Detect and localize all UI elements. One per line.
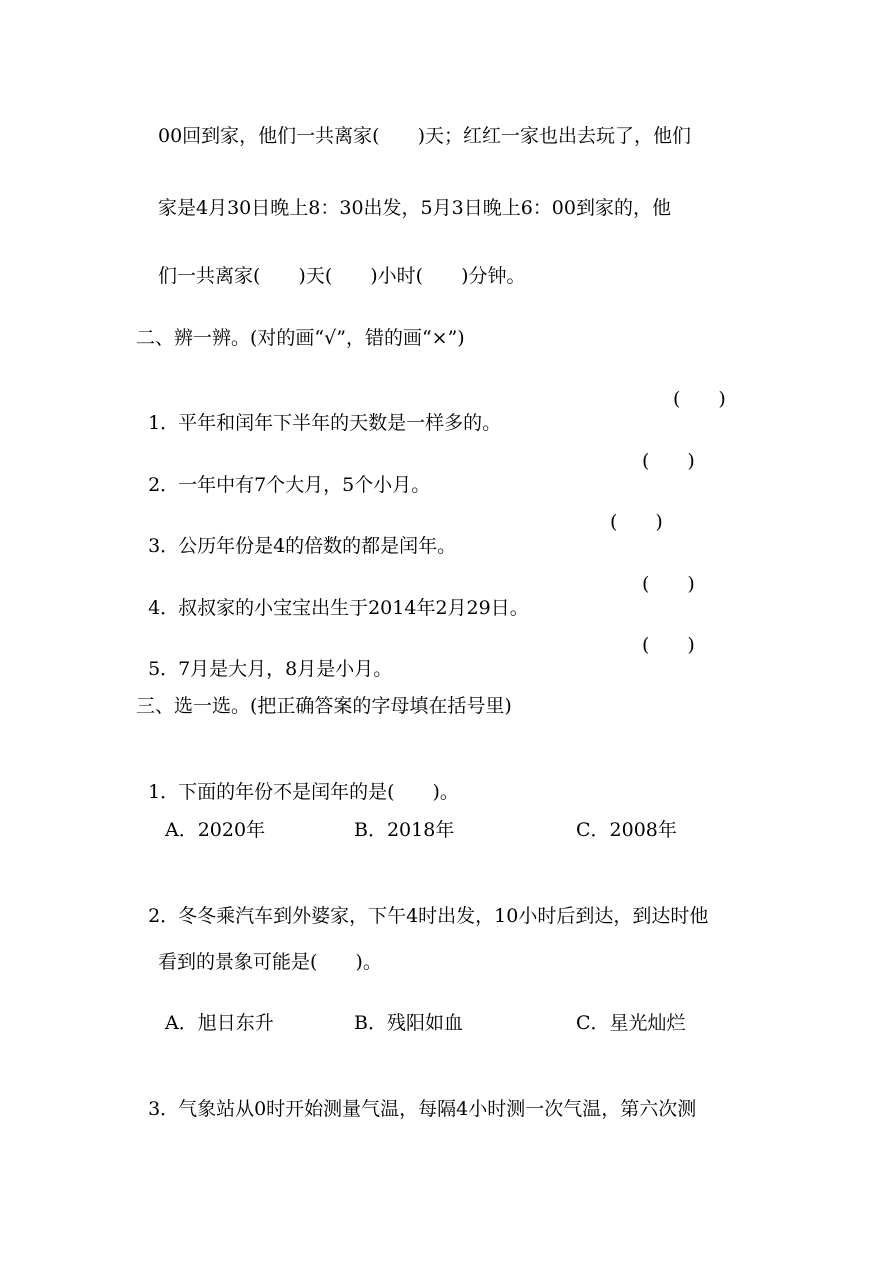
q2-option-b[interactable]: B．残阳如血 — [354, 1012, 463, 1034]
item-number: 5． — [148, 658, 180, 680]
item-text: 叔叔家的小宝宝出生于2014年2月29日。 — [178, 597, 529, 619]
item-text: 7月是大月，8月是小月。 — [178, 658, 393, 680]
answer-blank-3[interactable]: ( ) — [610, 511, 663, 533]
judge-item-3 — [136, 510, 456, 558]
choice-question-2-continued: 看到的景象可能是( )。 — [158, 951, 382, 973]
answer-blank-2[interactable]: ( ) — [642, 450, 695, 472]
choice-question-2 — [136, 880, 708, 928]
choice-question-3 — [136, 1073, 696, 1121]
question-text: 下面的年份不是闰年的是( )。 — [178, 781, 459, 803]
intro-line-3: 们一共离家( )天( )小时( )分钟。 — [158, 265, 526, 287]
q1-option-a[interactable]: A．2020年 — [165, 819, 266, 841]
question-number: 1． — [148, 781, 180, 803]
item-text: 一年中有7个大月，5个小月。 — [178, 474, 431, 496]
question-number: 2． — [148, 905, 180, 927]
answer-blank-5[interactable]: ( ) — [642, 634, 695, 656]
q1-option-c[interactable]: C．2008年 — [576, 819, 677, 841]
answer-blank-4[interactable]: ( ) — [642, 573, 695, 595]
question-text: 冬冬乘汽车到外婆家，下午4时出发，10小时后到达，到达时他 — [178, 905, 709, 927]
question-number: 3． — [148, 1098, 180, 1120]
q2-option-c[interactable]: C．星光灿烂 — [576, 1012, 686, 1034]
item-number: 1． — [148, 412, 180, 434]
item-number: 4． — [148, 597, 180, 619]
item-text: 公历年份是4的倍数的都是闰年。 — [178, 535, 457, 557]
intro-line-1: 00回到家，他们一共离家( )天；红红一家也出去玩了，他们 — [158, 125, 692, 147]
item-text: 平年和闰年下半年的天数是一样多的。 — [178, 412, 502, 434]
section-2-heading: 二、辨一辨。(对的画“√”，错的画“×”) — [136, 327, 465, 349]
judge-item-4 — [136, 572, 529, 620]
section-3-heading: 三、选一选。(把正确答案的字母填在括号里) — [136, 695, 512, 717]
item-number: 3． — [148, 535, 180, 557]
judge-item-1 — [136, 387, 501, 435]
q1-option-b[interactable]: B．2018年 — [354, 819, 455, 841]
choice-question-1 — [136, 756, 459, 804]
judge-item-5 — [136, 633, 392, 681]
item-number: 2． — [148, 474, 180, 496]
answer-blank-1[interactable]: ( ) — [673, 388, 726, 410]
question-text: 气象站从0时开始测量气温，每隔4小时测一次气温，第六次测 — [178, 1098, 697, 1120]
intro-line-2: 家是4月30日晚上8：30出发，5月3日晚上6：00到家的，他 — [158, 197, 671, 219]
judge-item-2 — [136, 449, 430, 497]
q2-option-a[interactable]: A．旭日东升 — [165, 1012, 274, 1034]
